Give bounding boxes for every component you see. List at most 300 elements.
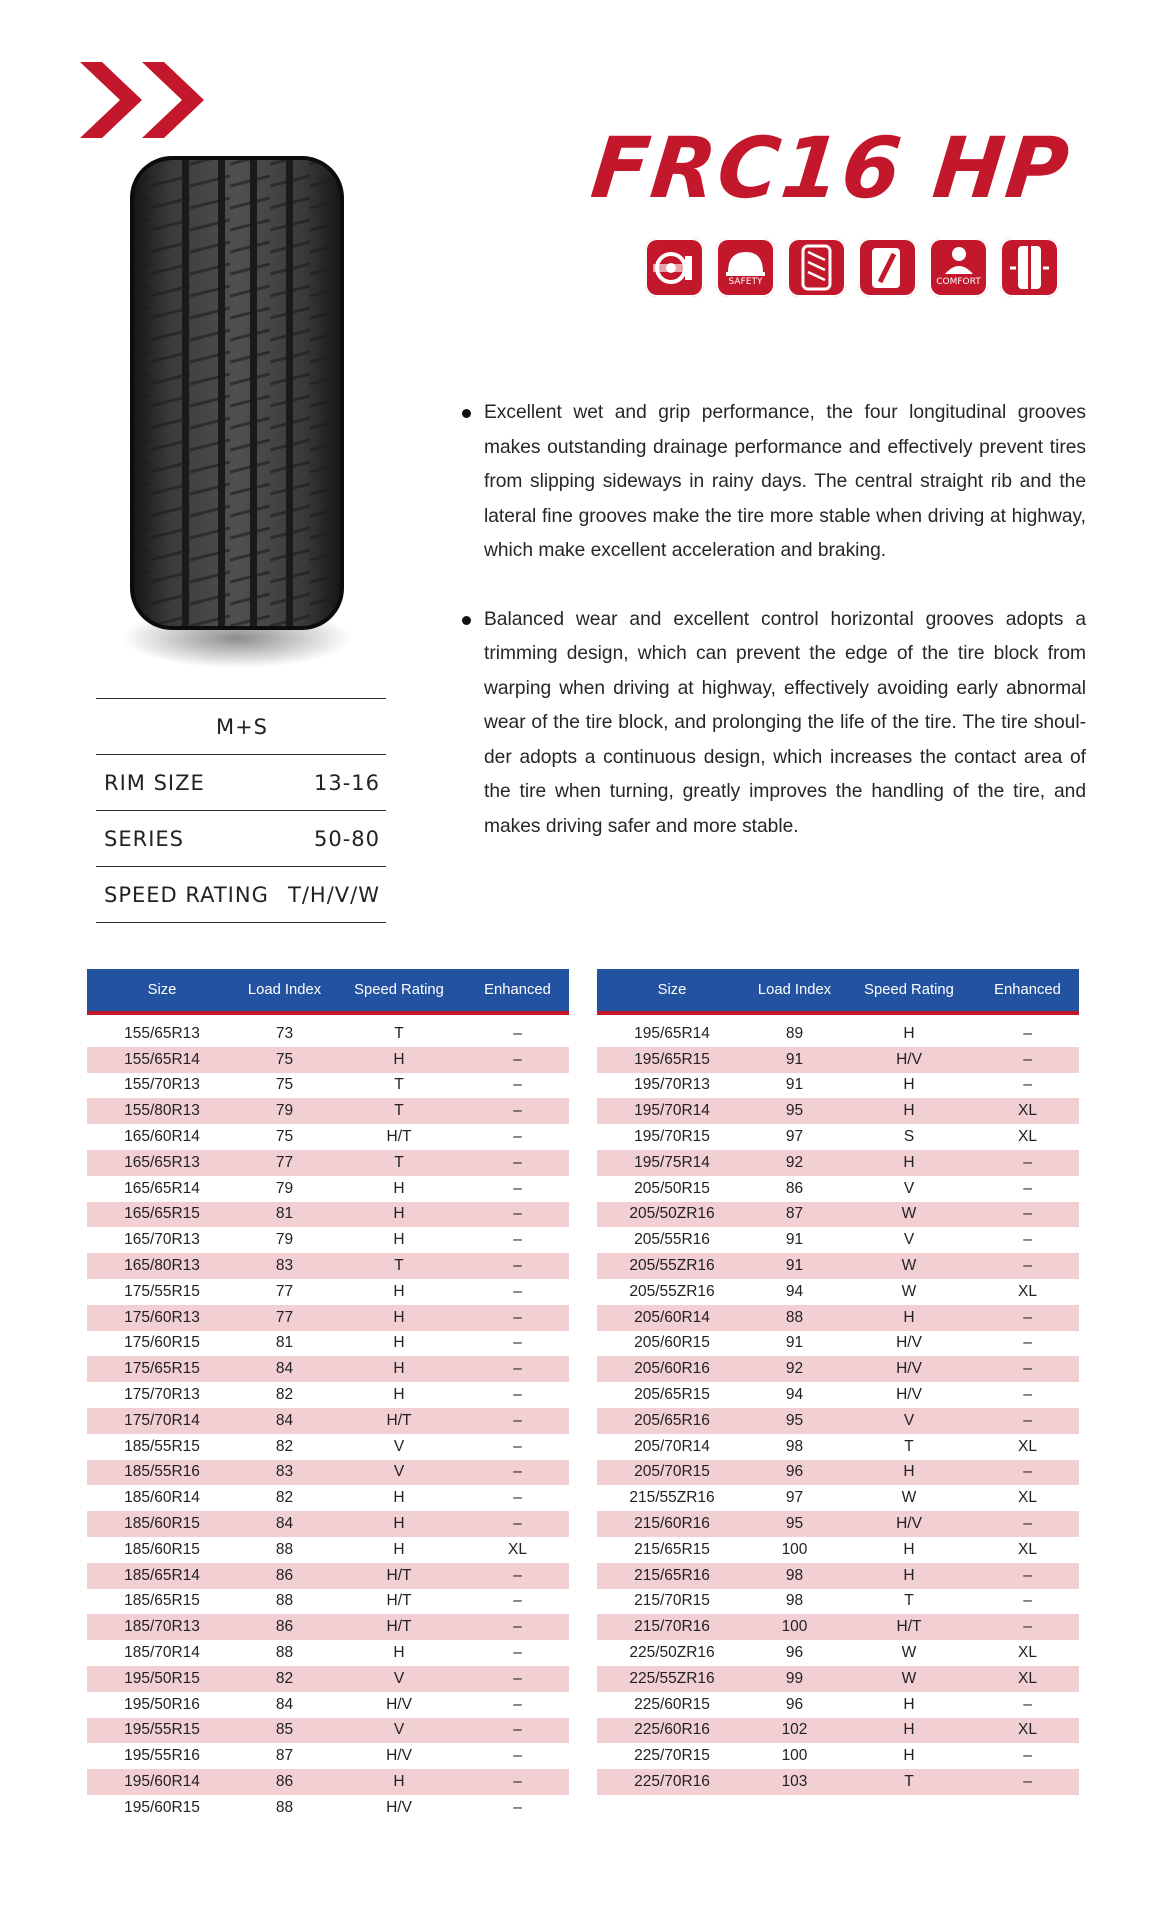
table-row (597, 1202, 1079, 1228)
cell-size: 155/80R13 (87, 1098, 237, 1124)
cell-enhanced: – (466, 1305, 569, 1331)
cell-size: 165/65R15 (87, 1202, 237, 1228)
cell-speed-rating: T (332, 1253, 466, 1279)
cell-enhanced: – (513, 1644, 522, 1662)
cell-size: 155/65R14 (87, 1047, 237, 1073)
cell-speed-rating: H (332, 1511, 466, 1537)
cell-speed-rating: W (842, 1253, 976, 1279)
cell-load-index: 98 (747, 1563, 842, 1589)
cell-load-index: 82 (237, 1666, 332, 1692)
table-row (597, 1305, 1079, 1331)
cell-enhanced: – (1023, 1386, 1032, 1404)
table-row (87, 1460, 569, 1486)
cell-enhanced: – (466, 1614, 569, 1640)
cell-enhanced: XL (1018, 1128, 1037, 1146)
cell-speed-rating: V (903, 1179, 915, 1197)
cell-load-index: 100 (781, 1540, 808, 1558)
cell-load-index: 86 (237, 1614, 332, 1640)
cell-speed-rating: H (332, 1047, 466, 1073)
table-row (597, 1692, 1079, 1718)
cell-size: 155/70R13 (124, 1076, 200, 1094)
cell-enhanced: – (466, 1460, 569, 1486)
table-row (87, 1202, 569, 1228)
table-row (597, 1382, 1079, 1408)
cell-size: 165/65R13 (87, 1150, 237, 1176)
table-row (87, 1305, 569, 1331)
cell-size: 205/50ZR16 (597, 1202, 747, 1228)
cell-size: 205/50R15 (634, 1179, 710, 1197)
cell-load-index: 86 (237, 1769, 332, 1795)
feature-item: Balanced wear and excellent control horizontal grooves adopts a trimming design, which can prevent the edge of the tire block from warping when driving at highway, effectively avoiding early abnormal wear of the tire block, and prolonging the life of the tire. The tire shoul-der adopts a continuous design, which increases the contact area of the tire when turning, greatly improves the handling of the tire, and makes driving safer and more stable. (462, 603, 1086, 845)
cell-size: 195/70R14 (597, 1098, 747, 1124)
cell-enhanced: – (513, 1179, 522, 1197)
cell-size: 195/55R15 (87, 1718, 237, 1744)
comfort-seat-icon (929, 238, 988, 297)
table-row (597, 1124, 1079, 1150)
cell-size: 165/70R13 (124, 1231, 200, 1249)
cell-enhanced: – (466, 1563, 569, 1589)
cell-enhanced: – (1023, 1695, 1032, 1713)
table-row (597, 1563, 1079, 1589)
cell-load-index: 97 (785, 1489, 804, 1507)
cell-size: 215/65R16 (597, 1563, 747, 1589)
cell-size: 205/60R15 (634, 1334, 710, 1352)
table-row (87, 1253, 569, 1279)
cell-load-index: 84 (275, 1695, 294, 1713)
table-row (597, 1537, 1079, 1563)
table-row (87, 1795, 569, 1821)
cell-enhanced: – (976, 1511, 1079, 1537)
cell-load-index: 86 (237, 1563, 332, 1589)
cell-size: 165/65R14 (124, 1179, 200, 1197)
cell-enhanced: – (976, 1408, 1079, 1434)
cell-enhanced: – (976, 1202, 1079, 1228)
cell-speed-rating: H (332, 1356, 466, 1382)
handling-icon (858, 238, 917, 297)
cell-enhanced: – (976, 1563, 1079, 1589)
cell-load-index: 98 (785, 1437, 804, 1455)
table-row (87, 1227, 569, 1253)
cell-load-index: 88 (275, 1540, 294, 1558)
spec-label: SPEED RATING (104, 882, 269, 907)
cell-speed-rating: V (393, 1437, 405, 1455)
cell-load-index: 81 (237, 1202, 332, 1228)
cell-load-index: 95 (747, 1511, 842, 1537)
header-enhanced: Enhanced (466, 969, 569, 1013)
cell-size: 185/65R15 (124, 1592, 200, 1610)
table-row (597, 1356, 1079, 1382)
spec-row-rim-size (96, 755, 386, 811)
table-row (87, 1176, 569, 1202)
model-title: FRC16 HP (587, 119, 1076, 217)
cell-speed-rating: H (842, 1563, 976, 1589)
cell-enhanced: – (976, 1460, 1079, 1486)
table-row (87, 1047, 569, 1073)
cell-size: 185/60R15 (87, 1511, 237, 1537)
table-row (87, 1150, 569, 1176)
cell-size: 205/55R16 (634, 1231, 710, 1249)
cell-enhanced: – (1023, 1024, 1032, 1042)
cell-size: 195/70R13 (634, 1076, 710, 1094)
cell-size: 185/65R14 (87, 1563, 237, 1589)
size-table-left (87, 969, 569, 1821)
cell-speed-rating: W (901, 1489, 917, 1507)
header-load-index: Load Index (747, 969, 842, 1013)
table-row (597, 1047, 1079, 1073)
table-row (597, 1013, 1079, 1047)
cell-speed-rating: H/V (386, 1798, 412, 1816)
header-enhanced: Enhanced (976, 969, 1079, 1013)
table-row (87, 1640, 569, 1666)
cell-speed-rating: T (394, 1076, 404, 1094)
cell-size: 175/70R14 (87, 1408, 237, 1434)
cell-size: 155/65R13 (124, 1024, 200, 1042)
cell-speed-rating: V (842, 1408, 976, 1434)
spec-row-series (96, 811, 386, 867)
cell-enhanced: XL (508, 1540, 527, 1558)
cell-load-index: 77 (237, 1150, 332, 1176)
cell-speed-rating: H/V (842, 1511, 976, 1537)
table-row (597, 1485, 1079, 1511)
spec-label: SERIES (104, 826, 184, 851)
cell-size: 205/70R15 (597, 1460, 747, 1486)
cell-load-index: 88 (747, 1305, 842, 1331)
cell-load-index: 95 (747, 1408, 842, 1434)
table-row (597, 1769, 1079, 1795)
table-row (597, 1743, 1079, 1769)
feature-icons (645, 238, 1059, 300)
cell-speed-rating: H (393, 1179, 405, 1197)
season-label: M+S (215, 714, 269, 739)
cell-speed-rating: H (842, 1460, 976, 1486)
table-row (597, 1176, 1079, 1202)
cell-enhanced: – (513, 1076, 522, 1094)
cell-size: 175/60R13 (87, 1305, 237, 1331)
table-row (87, 1485, 569, 1511)
cell-speed-rating: H (842, 1150, 976, 1176)
cell-size: 165/80R13 (87, 1253, 237, 1279)
cell-size: 225/55ZR16 (597, 1666, 747, 1692)
cell-speed-rating: T (394, 1024, 404, 1042)
cell-size: 225/60R15 (634, 1695, 710, 1713)
cell-load-index: 94 (785, 1282, 804, 1300)
table-row (597, 1718, 1079, 1744)
cell-load-index: 91 (785, 1231, 804, 1249)
cell-speed-rating: T (332, 1150, 466, 1176)
cell-speed-rating: H (393, 1540, 405, 1558)
cell-size: 215/70R15 (634, 1592, 710, 1610)
header-size: Size (597, 969, 747, 1013)
table-row (87, 1073, 569, 1099)
cell-speed-rating: H (393, 1644, 405, 1662)
table-header-row (597, 969, 1079, 1013)
cell-speed-rating: H/T (386, 1592, 412, 1610)
feature-item: Excellent wet and grip performance, the four longitudinal grooves makes outstanding drainage performance and effectively prevent tires from slipping sideways in rainy days. The central straight rib and the lateral fine grooves make the tire more stable when driving at highway, which make excellent acceleration and braking. (462, 396, 1086, 569)
cell-size: 225/70R15 (634, 1747, 710, 1765)
cell-enhanced: – (513, 1592, 522, 1610)
cell-load-index: 88 (275, 1644, 294, 1662)
icon-caption: SAFETY (728, 277, 763, 287)
cell-load-index: 96 (747, 1460, 842, 1486)
cell-speed-rating: H/T (842, 1614, 976, 1640)
cell-size: 215/70R16 (597, 1614, 747, 1640)
wear-tire-icon (1000, 238, 1059, 297)
cell-load-index: 84 (237, 1356, 332, 1382)
cell-size: 205/70R14 (634, 1437, 710, 1455)
cell-size: 215/55ZR16 (629, 1489, 715, 1507)
cell-enhanced: – (466, 1098, 569, 1124)
cell-load-index: 88 (275, 1798, 294, 1816)
cell-speed-rating: H/V (386, 1747, 412, 1765)
feature-list (462, 396, 1086, 878)
cell-load-index: 83 (237, 1460, 332, 1486)
spec-row-season (96, 699, 386, 755)
cell-size: 175/65R15 (87, 1356, 237, 1382)
cell-load-index: 77 (237, 1305, 332, 1331)
cell-load-index: 87 (275, 1747, 294, 1765)
cell-size: 185/60R15 (124, 1540, 200, 1558)
table-row (87, 1666, 569, 1692)
cell-load-index: 94 (785, 1386, 804, 1404)
cell-enhanced: – (466, 1356, 569, 1382)
cell-load-index: 86 (785, 1179, 804, 1197)
cell-speed-rating: T (904, 1437, 914, 1455)
cell-enhanced: – (976, 1047, 1079, 1073)
cell-enhanced: – (1023, 1231, 1032, 1249)
cell-speed-rating: V (332, 1666, 466, 1692)
safety-helmet-icon (716, 238, 775, 297)
table-row (87, 1718, 569, 1744)
table-row (597, 1331, 1079, 1357)
cell-size: 175/70R13 (124, 1386, 200, 1404)
cell-speed-rating: H (903, 1024, 915, 1042)
cell-enhanced: XL (976, 1098, 1079, 1124)
cell-speed-rating: W (842, 1666, 976, 1692)
cell-load-index: 87 (747, 1202, 842, 1228)
spec-row-speed-rating (96, 867, 386, 923)
cell-speed-rating: H/T (386, 1128, 412, 1146)
cell-speed-rating: H (842, 1718, 976, 1744)
cell-enhanced: – (513, 1489, 522, 1507)
table-row (87, 1434, 569, 1460)
cell-speed-rating: H (393, 1334, 405, 1352)
cell-size: 185/60R14 (124, 1489, 200, 1507)
cell-size: 195/65R14 (634, 1024, 710, 1042)
cell-size: 195/60R15 (124, 1798, 200, 1816)
cell-enhanced: XL (1018, 1489, 1037, 1507)
cell-load-index: 82 (275, 1386, 294, 1404)
cell-enhanced: – (466, 1253, 569, 1279)
cell-size: 205/55ZR16 (629, 1282, 715, 1300)
cell-speed-rating: V (332, 1718, 466, 1744)
cell-size: 205/55ZR16 (597, 1253, 747, 1279)
table-row (597, 1640, 1079, 1666)
spec-value: T/H/V/W (288, 882, 380, 907)
table-row (597, 1589, 1079, 1615)
cell-enhanced: – (513, 1798, 522, 1816)
cell-enhanced: – (513, 1747, 522, 1765)
table-row (597, 1408, 1079, 1434)
table-row (597, 1434, 1079, 1460)
cell-load-index: 75 (275, 1076, 294, 1094)
table-row (87, 1382, 569, 1408)
table-row (87, 1614, 569, 1640)
cell-load-index: 81 (275, 1334, 294, 1352)
cell-enhanced: – (513, 1334, 522, 1352)
cell-size: 195/70R15 (634, 1128, 710, 1146)
cell-load-index: 91 (785, 1076, 804, 1094)
cell-size: 195/65R15 (597, 1047, 747, 1073)
cell-speed-rating: H (842, 1098, 976, 1124)
cell-enhanced: – (1023, 1592, 1032, 1610)
cell-size: 205/65R15 (634, 1386, 710, 1404)
cell-load-index: 82 (275, 1437, 294, 1455)
cell-load-index: 89 (785, 1024, 804, 1042)
cell-enhanced: – (466, 1408, 569, 1434)
cell-size: 195/50R15 (87, 1666, 237, 1692)
cell-speed-rating: V (903, 1231, 915, 1249)
cell-enhanced: XL (1018, 1644, 1037, 1662)
cell-size: 175/55R15 (124, 1282, 200, 1300)
cell-load-index: 84 (237, 1408, 332, 1434)
cell-size: 205/60R16 (597, 1356, 747, 1382)
cell-load-index: 100 (747, 1614, 842, 1640)
cell-enhanced: – (976, 1305, 1079, 1331)
cell-load-index: 96 (785, 1644, 804, 1662)
cell-enhanced: – (513, 1437, 522, 1455)
table-row (597, 1279, 1079, 1305)
cell-speed-rating: T (842, 1769, 976, 1795)
cell-load-index: 92 (747, 1356, 842, 1382)
cell-enhanced: – (976, 1356, 1079, 1382)
cell-speed-rating: H (393, 1231, 405, 1249)
table-row (87, 1743, 569, 1769)
cell-speed-rating: H/V (896, 1334, 922, 1352)
cell-enhanced: – (513, 1024, 522, 1042)
cell-speed-rating: H/V (386, 1695, 412, 1713)
cell-load-index: 91 (747, 1047, 842, 1073)
cell-speed-rating: H/V (896, 1386, 922, 1404)
cell-speed-rating: H (393, 1386, 405, 1404)
cell-load-index: 73 (275, 1024, 294, 1042)
cell-enhanced: – (466, 1047, 569, 1073)
tread-grip-icon (787, 238, 846, 297)
cell-speed-rating: H (332, 1769, 466, 1795)
spec-value: 13-16 (313, 770, 380, 795)
header-size: Size (87, 969, 237, 1013)
table-row (87, 1589, 569, 1615)
cell-size: 175/60R15 (124, 1334, 200, 1352)
cell-size: 185/70R13 (87, 1614, 237, 1640)
cell-enhanced: – (513, 1128, 522, 1146)
cell-enhanced: XL (976, 1718, 1079, 1744)
cell-size: 225/60R16 (597, 1718, 747, 1744)
table-row (597, 1073, 1079, 1099)
cell-size: 195/50R16 (124, 1695, 200, 1713)
table-row (597, 1253, 1079, 1279)
table-row (87, 1356, 569, 1382)
cell-enhanced: – (1023, 1076, 1032, 1094)
cell-size: 165/60R14 (124, 1128, 200, 1146)
cell-load-index: 75 (275, 1128, 294, 1146)
cell-speed-rating: T (904, 1592, 914, 1610)
cell-enhanced: – (513, 1386, 522, 1404)
table-header-row (87, 969, 569, 1013)
table-row (597, 1098, 1079, 1124)
cell-speed-rating: H/T (332, 1408, 466, 1434)
cell-load-index: 103 (747, 1769, 842, 1795)
cell-load-index: 85 (237, 1718, 332, 1744)
cell-speed-rating: H/T (332, 1563, 466, 1589)
cell-load-index: 97 (785, 1128, 804, 1146)
cell-enhanced: XL (976, 1666, 1079, 1692)
cell-speed-rating: H (903, 1076, 915, 1094)
cell-speed-rating: H/V (842, 1356, 976, 1382)
cell-enhanced: – (466, 1150, 569, 1176)
cell-speed-rating: H (903, 1695, 915, 1713)
cell-size: 185/70R14 (124, 1644, 200, 1662)
cell-speed-rating: W (842, 1202, 976, 1228)
cell-load-index: 99 (747, 1666, 842, 1692)
cell-size: 215/65R15 (634, 1540, 710, 1558)
cell-speed-rating: W (901, 1282, 917, 1300)
cell-speed-rating: H (332, 1202, 466, 1228)
cell-enhanced: XL (1018, 1282, 1037, 1300)
table-row (87, 1537, 569, 1563)
cell-speed-rating: H (903, 1747, 915, 1765)
table-row (87, 1331, 569, 1357)
chevron-right-icon (80, 62, 210, 138)
cell-enhanced: – (513, 1231, 522, 1249)
header-speed-rating: Speed Rating (332, 969, 466, 1013)
table-row (597, 1511, 1079, 1537)
cell-size: 195/55R16 (124, 1747, 200, 1765)
header-load-index: Load Index (237, 969, 332, 1013)
cell-speed-rating: H/T (332, 1614, 466, 1640)
spec-value: 50-80 (313, 826, 380, 851)
cell-load-index: 75 (237, 1047, 332, 1073)
cell-size: 185/55R16 (87, 1460, 237, 1486)
table-row (597, 1150, 1079, 1176)
cell-size: 195/75R14 (597, 1150, 747, 1176)
cell-load-index: 92 (747, 1150, 842, 1176)
cell-load-index: 95 (747, 1098, 842, 1124)
cell-enhanced: – (1023, 1747, 1032, 1765)
spec-table (96, 698, 386, 923)
cell-load-index: 91 (747, 1253, 842, 1279)
cell-enhanced: – (976, 1150, 1079, 1176)
cell-enhanced: – (466, 1769, 569, 1795)
cell-load-index: 82 (275, 1489, 294, 1507)
cell-speed-rating: W (901, 1644, 917, 1662)
cell-enhanced: XL (1018, 1437, 1037, 1455)
cell-size: 215/60R16 (597, 1511, 747, 1537)
table-row (87, 1408, 569, 1434)
cell-speed-rating: H (393, 1282, 405, 1300)
table-row (87, 1692, 569, 1718)
cell-enhanced: – (976, 1614, 1079, 1640)
table-row (87, 1013, 569, 1047)
cell-enhanced: – (466, 1666, 569, 1692)
table-row (597, 1614, 1079, 1640)
table-row (87, 1511, 569, 1537)
spec-label: RIM SIZE (104, 770, 205, 795)
cell-size: 225/50ZR16 (629, 1644, 715, 1662)
cell-load-index: 79 (237, 1098, 332, 1124)
table-row (87, 1279, 569, 1305)
cell-enhanced: XL (1018, 1540, 1037, 1558)
cell-enhanced: – (976, 1769, 1079, 1795)
